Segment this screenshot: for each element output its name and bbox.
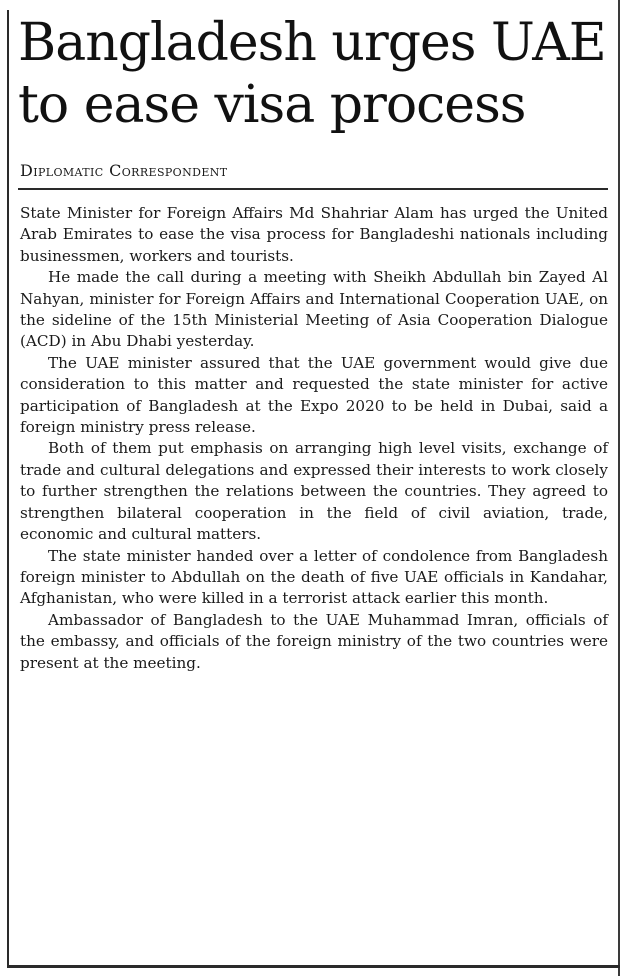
byline: Diplomatic Correspondent — [20, 161, 228, 180]
paragraph-6: Ambassador of Bangladesh to the UAE Muhammad Imran, officials of the embassy, and officials of the foreign ministry of the two countries were present at the meeting. — [20, 610, 608, 672]
paragraph-2: He made the call during a meeting with Sheikh Abdullah bin Zayed Al Nahyan, minister for Foreign Affairs and International Cooperation UAE, on the sideline of the 15th Ministerial Meeting of Asia Cooperation Dialogue (ACD) in Abu Dhabi yesterday. — [20, 268, 608, 351]
article-body — [20, 203, 608, 674]
byline-divider — [18, 188, 608, 190]
headline — [18, 12, 614, 136]
headline-line-1: Bangladesh urges UAE — [18, 13, 606, 73]
bottom-rule — [7, 965, 620, 968]
headline-line-2: to ease visa process — [18, 75, 526, 135]
left-column-rule — [7, 10, 9, 968]
paragraph-3: The UAE minister assured that the UAE government would give due consideration to this matter and requested the state minister for active participation of Bangladesh at the Expo 2020 to be held in Dubai, said a foreign ministry press release. — [20, 353, 608, 437]
paragraph-5: The state minister handed over a letter of condolence from Bangladesh foreign minister to Abdullah on the death of five UAE officials in Kandahar, Afghanistan, who were killed in a terrorist attack earlier this month. — [20, 546, 608, 608]
paragraph-1: State Minister for Foreign Affairs Md Shahriar Alam has urged the United Arab Emirates to ease the visa process for Bangladeshi nationals including businessmen, workers and tourists. — [20, 204, 608, 265]
right-edge-rule — [618, 0, 620, 976]
paragraph-4: Both of them put emphasis on arranging high level visits, exchange of trade and cultural delegations and expressed their interests to work closely to further strengthen the relations between the countries. They agreed to strengthen bilateral cooperation in the field of civil aviation, trade, economic and cultural matters. — [20, 439, 608, 544]
